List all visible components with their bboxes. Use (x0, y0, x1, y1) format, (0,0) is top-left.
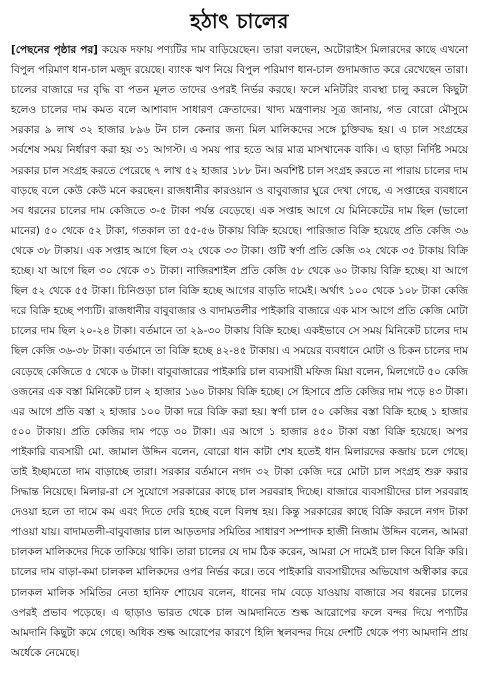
article-body (11, 40, 468, 678)
article-body-text: কয়েক দফায় পণ্যটির দাম বাড়িয়েছেন। তারা বলছেন, অটোরাইস মিলারদের কাছে এখনো বিপুল পরিমাণ ধান-চাল মজুদ রয়েছে। ব্যাংক ঋণ নিয়ে বিপুল পরিমাণ ধান-চাল গুদামজাত করে রেখেছেন তারা। চালের বাজারে দর বৃদ্ধি বা পতন মূলত তাদের ওপরই নির্ভর করছে। ফলে মনিটরিং ব্যবস্থা চালু করলে কিছুটা হলেও চালের দাম কমত বলে আশাবাদ সাধারণ ক্রেতাদের। খাদ্য মন্ত্রণালয় সূত্র জানায়, গত বোরো মৌসুমে সরকার ৯ লাখ ৩২ হাজার ৮৯৬ টন চাল কেনার জন্য মিল মালিকদের সঙ্গে চুক্তিবদ্ধ হয়। এ চাল সংগ্রহের সর্বশেষ সময় নির্ধারণ করা হয় ৩১ আগস্ট। এ সময় পার হতে আর মাত্র মাসখানেক বাকি। এ ছাড়া নির্দিষ্ট সময়ে সরকার চাল সংগ্রহ করতে পেরেছে ৭ লাখ ৫২ হাজার ১৮৮ টন। অবশিষ্ট চাল সংগ্রহ করতে না পারায় চালের দাম বাড়ছে বলে কেউ কেউ মনে করছেন। রাজধানীর কারওয়ান ও বাবুবাজার ঘুরে দেখা গেছে, এ সপ্তাহের ব্যবধানে সব ধরনের চালের দাম কেজিতে ৩-৫ টাকা পর্যন্ত বেড়েছে। এক সপ্তাহ আগে যে মিনিকেটের দাম ছিল (ভালো মানের) ৫০ থেকে ৫২ টাকা, গতকাল তা ৫৫-৫৬ টাকায় বিক্রি হয়েছে। পারিজাত বিক্রি হয়েছে প্রতি কেজি ৩৬ থেকে ৩৮ টাকায়। এক সপ্তাহ আগে ছিল ৩২ থেকে ৩৩ টাকা। গুটি স্বর্ণা প্রতি কেজি ৩২ থেকে ৩৫ টাকায় বিক্রি হচ্ছে। যা আগে ছিল ৩০ থেকে ৩১ টাকা। নাজিরশাইল প্রতি কেজি ৫৮ থেকে ৬০ টাকায় বিক্রি হচ্ছে। যা আগে ছিল ৫২ থেকে ৫৫ টাকা। চিনিগুড়া চাল বিক্রি হচ্ছে আগের বাড়তি দামেই। অর্থাৎ ১০০ থেকে ১০৮ টাকা কেজি দরে বিক্রি হচ্ছে পণ্যটি। রাজধানীর বাবুবাজার ও বাদামতলীর পাইকারি বাজারে এক মাস আগে প্রতি কেজি মোটা চালের দাম ছিল ২০-২৪ টাকা। বর্তমানে তা ২৯-৩০ টাকায় বিক্রি হচ্ছে। একইভাবে সে সময় মিনিকেট চালের দাম ছিল কেজি ৩৬-৩৮ টাকা। বর্তমানে তা বিক্রি হচ্ছে ৪২-৪৫ টাকায়। এ সময়ের ব্যবধানে মোটা ও চিকন চালের দাম বেড়েছে কেজিতে ৫ থেকে ৬ টাকা। বাবুবাজারের পাইকারি চাল ব্যবসায়ী মফিজ মিয়া বলেন, মিলগেটে ৫০ কেজি ওজনের এক বস্তা মিনিকেট চাল ২ হাজার ১৬০ টাকায় বিক্রি হচ্ছে। সে হিসাবে প্রতি কেজির দাম পড়ে ৪৩ টাকা। এর আগে প্রতি বস্তা ২ হাজার ১০০ টাকা দরে বিক্রি করা হয়। স্বর্ণা চাল ৫০ কেজির বস্তা বিক্রি হচ্ছে ১ হাজার ৫০০ টাকায়। প্রতি কেজির দাম পড়ে ৩০ টাকা। এর আগে ১ হাজার ৪৫০ টাকা বস্তা বিক্রি হয়েছে। অপর পাইকারি ব্যবসায়ী মো. জামাল উদ্দিন বলেন, বোরো ধান কাটা শেষ হতেই ধান মিলারদের কব্জায় চলে গেছে। তাই ইচ্ছামতো দাম বাড়াচ্ছে তারা। সরকার বর্তমানে নগদ ৩২ টাকা কেজি দরে মোটা চাল সংগ্রহ শুরু করার সিদ্ধান্ত নিয়েছে। মিলার-রা সে সুযোগে সরকারের কাছে চাল সরবরাহ দিচ্ছে। বাজারে ব্যবসায়ীদের চাল সরবরাহ দেওয়া হলে তা দামে কম এবং দিতে দেরি হচ্ছে বলে বিলম্ব হয়। কিন্তু সরকারের কাছে বিক্রি করলে নগদ টাকা পাওয়া যায়। বাদামতলী-বাবুবাজার চাল আড়তদার সমিতির সাধারণ সম্পাদক হাজী নিজাম উদ্দিন বলেন, আমরা চালকল মালিকদের দিকে তাকিয়ে থাকি। তারা চালের যে দাম ঠিক করেন, আমরা সে দামেই চাল কিনে বিক্রি করি। চালের দাম বাড়া-কমা চালকল মালিকদের ওপর নির্ভর করে। তবে পাইকারি ব্যবসায়ীদের অভিযোগ অস্বীকার করে চালকল মালিক সমিতির নেতা হানিফ শোয়েব বলেন, ধানের দাম বেড়ে যাওয়ায় বাজারে সব ধরনের চালের ওপরই প্রভাব পড়েছে। এ ছাড়াও ভারত থেকে চাল আমদানিতে শুল্ক আরোপের ফলে বন্দর দিয়ে পণ্যটির আমদানি কিছুটা কমে গেছে। অধিক শুল্ক আরোপের কারণে হিলি স্থলবন্দর দিয়ে দেশটি থেকে পণ্য আমদানি প্রায় অর্ধেকে নেমেছে। (11, 44, 468, 659)
article-headline: হঠাৎ চালের (190, 9, 289, 33)
continuation-tag: [পেছনের পৃষ্ঠার পর] (11, 44, 98, 56)
